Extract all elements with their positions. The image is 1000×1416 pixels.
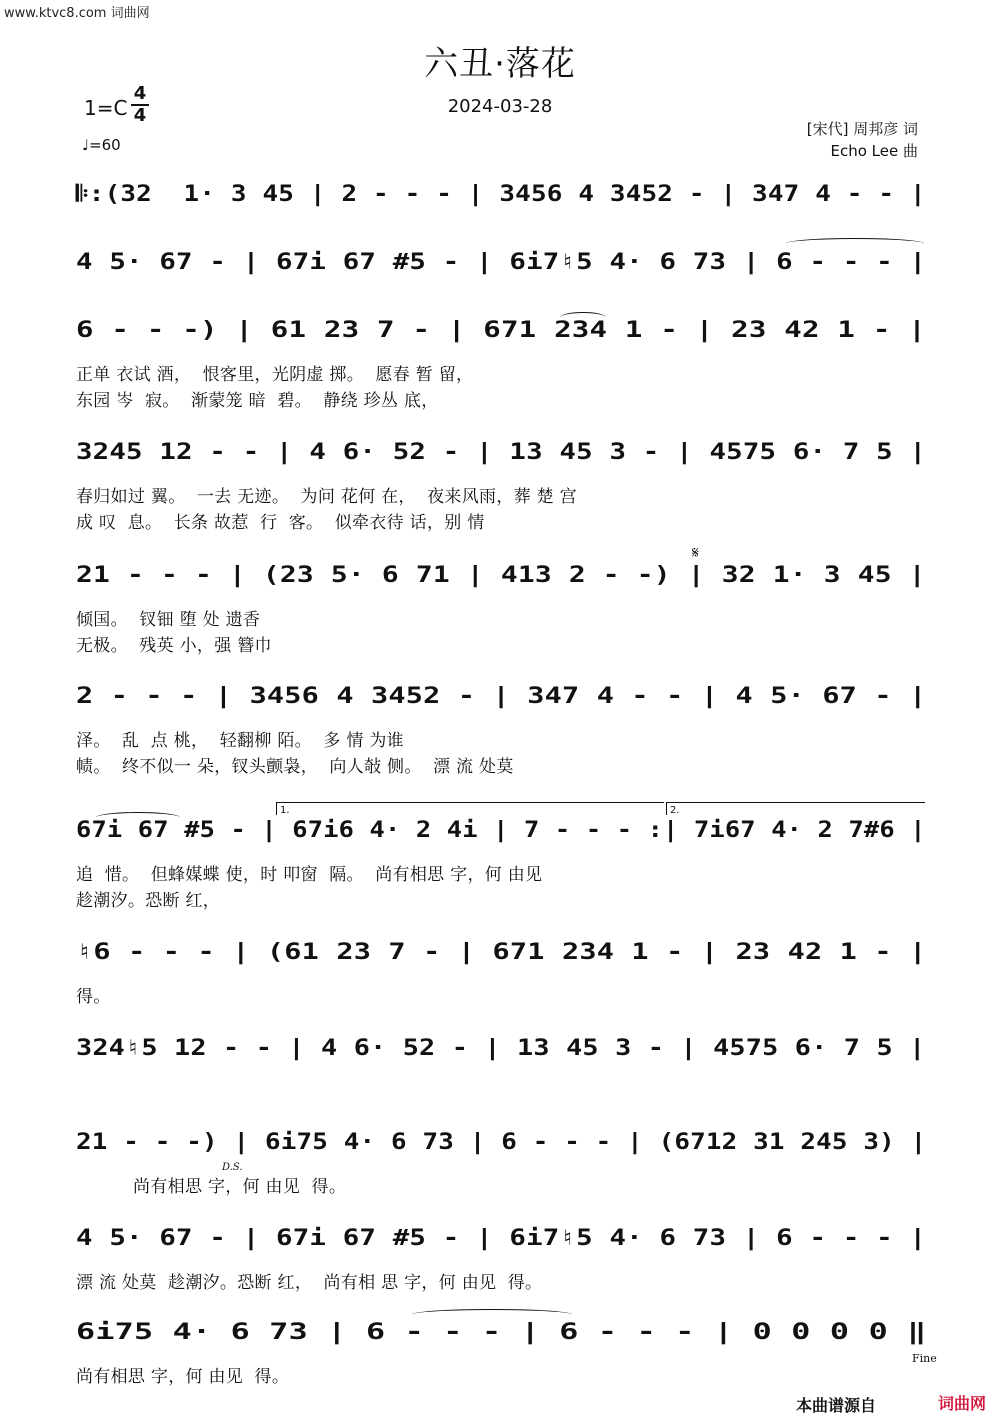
- tempo: ♩=60: [82, 136, 121, 154]
- key-signature: 1=C: [84, 96, 128, 120]
- footer-source: 本曲谱源自: [795, 1396, 876, 1415]
- score-line: [76, 1036, 926, 1070]
- notes: 6 - - -) | 61 23 7 - | 671 234 1 - | 23 42 1 - |: [76, 318, 926, 343]
- time-signature: [130, 84, 150, 126]
- score-line: [76, 440, 926, 474]
- brand-logo[interactable]: 词曲网: [937, 1394, 986, 1413]
- score-line: [76, 250, 926, 284]
- lyric-verse-1: 春归如过 翼。 一去 无迹。 为问 花何 在， 夜来风雨，葬 楚 宫: [76, 487, 577, 507]
- notes: 21 - - -) | 6i75 4· 6 73 | 6 - - - | (6712 31 245 3) |: [76, 1130, 927, 1155]
- lyric-verse-1: 尚有相思 字，何 由见 得。: [76, 1177, 347, 1197]
- score-line: [76, 182, 926, 216]
- page-title: 六丑·落花: [424, 44, 576, 84]
- score-line: [76, 1320, 926, 1354]
- lyric-verse-2: 帻。 终不似一 朵，钗头颤袅， 向人敧 侧。 漂 流 处莫: [76, 757, 514, 777]
- lyricist: [宋代] 周邦彦 词: [806, 120, 918, 138]
- date: 2024-03-28: [447, 96, 553, 117]
- site-url[interactable]: www.ktvc8.com 词曲网: [4, 6, 150, 21]
- segno-sign: 𝄋: [692, 543, 699, 562]
- lyric-verse-2: 成 叹 息。 长条 故惹 行 客。 似牵衣待 话，别 情: [76, 513, 485, 533]
- volta-2-label: 2.: [670, 805, 680, 816]
- lyric-verse-2: 趁潮汐。恐断 红，: [76, 891, 221, 911]
- notes: 6i75 4· 6 73 | 6 - - - | 6 - - - | 0 0 0 0 ‖: [76, 1320, 927, 1345]
- time-signature-top: 4: [133, 83, 147, 104]
- time-signature-bottom: 4: [133, 105, 147, 126]
- notes: 3245 12 - - | 4 6· 52 - | 13 45 3 - | 4575 6· 7 5 |: [76, 440, 927, 465]
- notes: 𝄆:(32 1· 3 45 | 2 - - - | 3456 4 3452 - | 347 4 - - |: [76, 182, 926, 207]
- composer: Echo Lee 曲: [830, 142, 918, 160]
- lyric-verse-1: 尚有相思 字，何 由见 得。: [76, 1367, 290, 1387]
- lyric-verse-1: 泽。 乱 点 桃， 轻翻柳 陌。 多 情 为谁: [76, 731, 404, 751]
- score-line: [76, 1226, 926, 1260]
- volta-1-label: 1.: [280, 805, 290, 816]
- score-line: [76, 1130, 926, 1164]
- lyric-verse-1: 漂 流 处莫 趁潮汐。恐断 红， 尚有相 思 字，何 由见 得。: [76, 1273, 543, 1293]
- notes: 4 5· 67 - | 67i 67 #5 - | 6i7♮5 4· 6 73 | 6 - - - |: [76, 1226, 927, 1251]
- notes: 2 - - - | 3456 4 3452 - | 347 4 - - | 4 5· 67 - |: [76, 684, 927, 709]
- score-line: [76, 563, 926, 597]
- lyric-verse-2: 无极。 残英 小，强 簪巾: [76, 636, 272, 656]
- lyric-verse-1: 追 惜。 但蜂媒蝶 使，时 叩窗 隔。 尚有相思 字，何 由见: [76, 865, 543, 885]
- score-line: [76, 940, 926, 974]
- notes: 67i 67 #5 - | 67i6 4· 2 4i | 7 - - - :| 7i67 4· 2 7#6 |: [76, 818, 926, 843]
- notes: ♮6 - - - | (61 23 7 - | 671 234 1 - | 23 42 1 - |: [76, 940, 927, 965]
- notes: 21 - - - | (23 5· 6 71 | 413 2 - -) | 32 1· 3 45 |: [76, 563, 926, 588]
- notes: 4 5· 67 - | 67i 67 #5 - | 6i7♮5 4· 6 73 | 6 - - - |: [76, 250, 927, 275]
- lyric-verse-1: 倾国。 钗钿 堕 处 遗香: [76, 610, 261, 630]
- lyric-verse-2: 东园 岑 寂。 渐蒙笼 暗 碧。 静绕 珍丛 底，: [76, 391, 439, 411]
- score-line: [76, 318, 926, 352]
- score-line: [76, 684, 926, 718]
- lyric-verse-1: 正单 衣试 酒， 恨客里，光阴虚 掷。 愿春 暂 留，: [76, 365, 474, 385]
- notes: 324♮5 12 - - | 4 6· 52 - | 13 45 3 - | 4575 6· 7 5 |: [76, 1036, 926, 1061]
- lyric-verse-1: 得。: [76, 987, 111, 1007]
- score-line: [76, 818, 926, 852]
- da-segno-mark: D.S.: [222, 1162, 243, 1173]
- fine-mark: Fine: [912, 1352, 937, 1365]
